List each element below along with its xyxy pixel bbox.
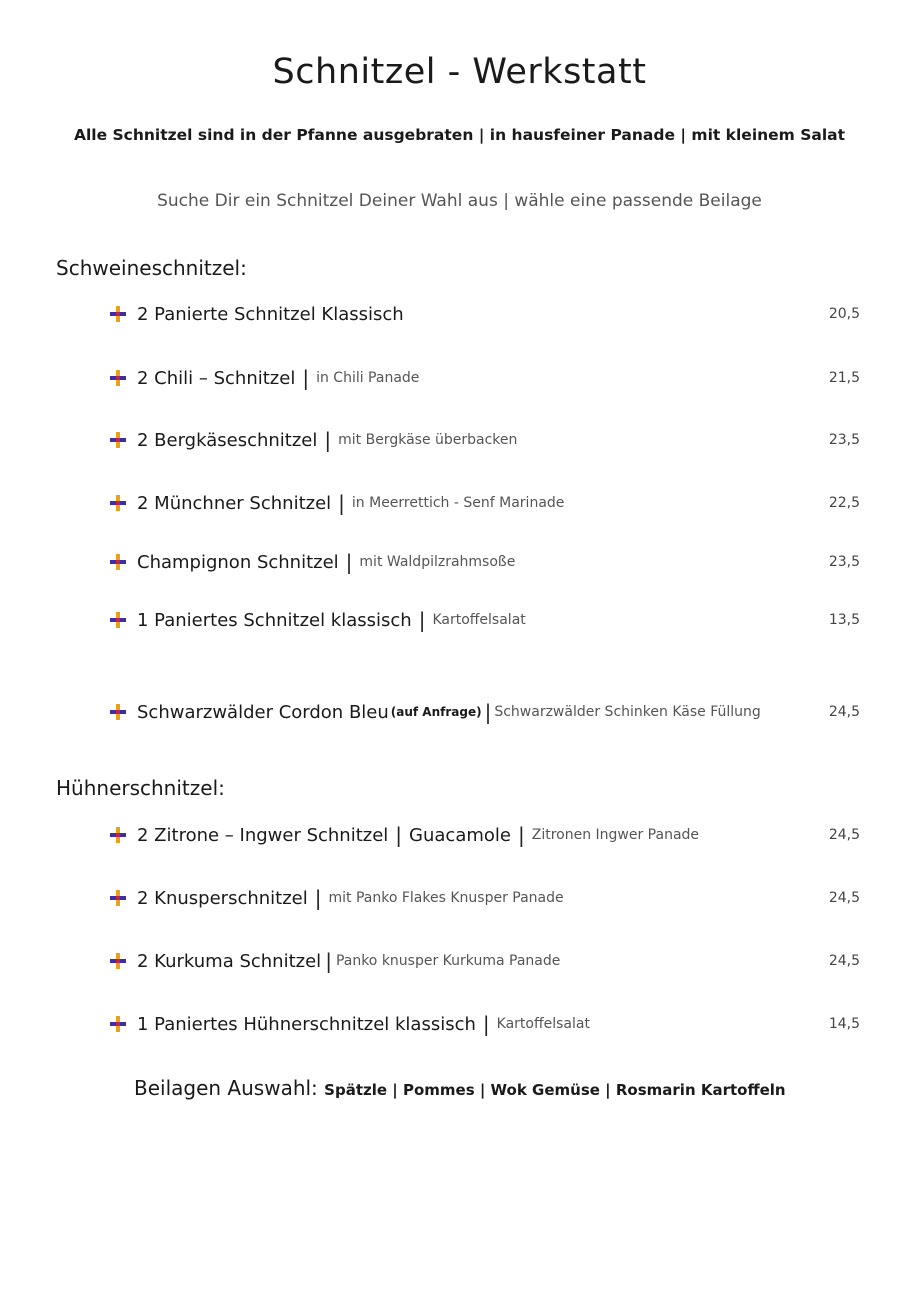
section-heading-chicken: Hühnerschnitzel: [56,776,225,800]
separator: | [482,1012,490,1036]
item-description: in Meerrettich - Senf Marinade [351,495,565,511]
item-name: 2 Panierte Schnitzel Klassisch [137,303,404,325]
item-price: 14,5 [828,1016,860,1032]
bullet-cross-icon [110,432,126,448]
separator: | [418,608,426,632]
bullet-cross-icon [110,554,126,570]
separator: | [324,428,332,452]
side-dishes-label: Beilagen Auswahl: [134,1076,318,1100]
item-description: mit Waldpilzrahmsoße [359,554,516,570]
item-name: 2 Kurkuma Schnitzel [137,950,322,972]
item-name: 2 Knusperschnitzel [137,887,308,909]
bullet-cross-icon [110,953,126,969]
menu-subtitle: Alle Schnitzel sind in der Pfanne ausgebraten | in hausfeiner Panade | mit kleinem Salat [73,126,846,144]
item-name: 2 Chili – Schnitzel [137,367,296,389]
item-price: 24,5 [828,827,860,843]
bullet-cross-icon [110,370,126,386]
item-description: Schwarzwälder Schinken Käse Füllung [494,704,761,720]
menu-item [110,489,860,517]
separator: | [345,550,353,574]
item-name: 2 Münchner Schnitzel [137,492,332,514]
item-price: 24,5 [828,890,860,906]
separator: | [517,823,525,847]
item-description: in Chili Panade [316,370,420,386]
bullet-cross-icon [110,495,126,511]
item-extra: Guacamole [409,824,511,846]
item-name: 2 Bergkäseschnitzel [137,429,318,451]
section-heading-pork: Schweineschnitzel: [56,256,247,280]
item-price: 23,5 [828,432,860,448]
item-price: 21,5 [828,370,860,386]
item-description: Zitronen Ingwer Panade [531,827,700,843]
item-name: Champignon Schnitzel [137,551,339,573]
menu-title: Schnitzel - Werkstatt [272,52,647,92]
separator: | [314,886,322,910]
separator: | [395,823,403,847]
menu-item [110,426,860,454]
bullet-cross-icon [110,612,126,628]
item-description: Panko knusper Kurkuma Panade [335,953,561,969]
item-price: 24,5 [828,704,860,720]
menu-item [110,300,860,328]
item-price: 13,5 [828,612,860,628]
item-name: 2 Zitrone – Ingwer Schnitzel [137,824,389,846]
item-price: 23,5 [828,554,860,570]
menu-item [110,821,860,849]
menu-item [110,606,860,634]
bullet-cross-icon [110,827,126,843]
separator: | [338,491,345,515]
item-price: 20,5 [828,306,860,322]
bullet-cross-icon [110,1016,126,1032]
item-name: 1 Paniertes Hühnerschnitzel klassisch [137,1013,476,1035]
item-price: 24,5 [828,953,860,969]
menu-item [110,548,860,576]
menu-item-special [110,698,860,726]
item-description: Kartoffelsalat [432,612,526,628]
menu-tagline: Suche Dir ein Schnitzel Deiner Wahl aus | wähle eine passende Beilage [157,191,762,211]
bullet-cross-icon [110,306,126,322]
separator: | [302,366,310,390]
menu-item [110,1010,860,1038]
separator: | [325,949,332,973]
item-name: Schwarzwälder Cordon Bleu [137,701,389,723]
bullet-cross-icon [110,890,126,906]
menu-item [110,364,860,392]
side-dishes [134,1076,786,1100]
item-price: 22,5 [828,495,860,511]
item-description: mit Panko Flakes Knusper Panade [328,890,564,906]
menu-item [110,884,860,912]
item-name: 1 Paniertes Schnitzel klassisch [137,609,412,631]
side-dishes-list: Spätzle | Pommes | Wok Gemüse | Rosmarin Kartoffeln [324,1081,786,1099]
item-note: (auf Anfrage) [390,705,482,719]
separator: | [484,700,492,724]
item-description: mit Bergkäse überbacken [338,432,518,448]
item-description: Kartoffelsalat [496,1016,590,1032]
menu-item [110,947,860,975]
bullet-cross-icon [110,704,126,720]
